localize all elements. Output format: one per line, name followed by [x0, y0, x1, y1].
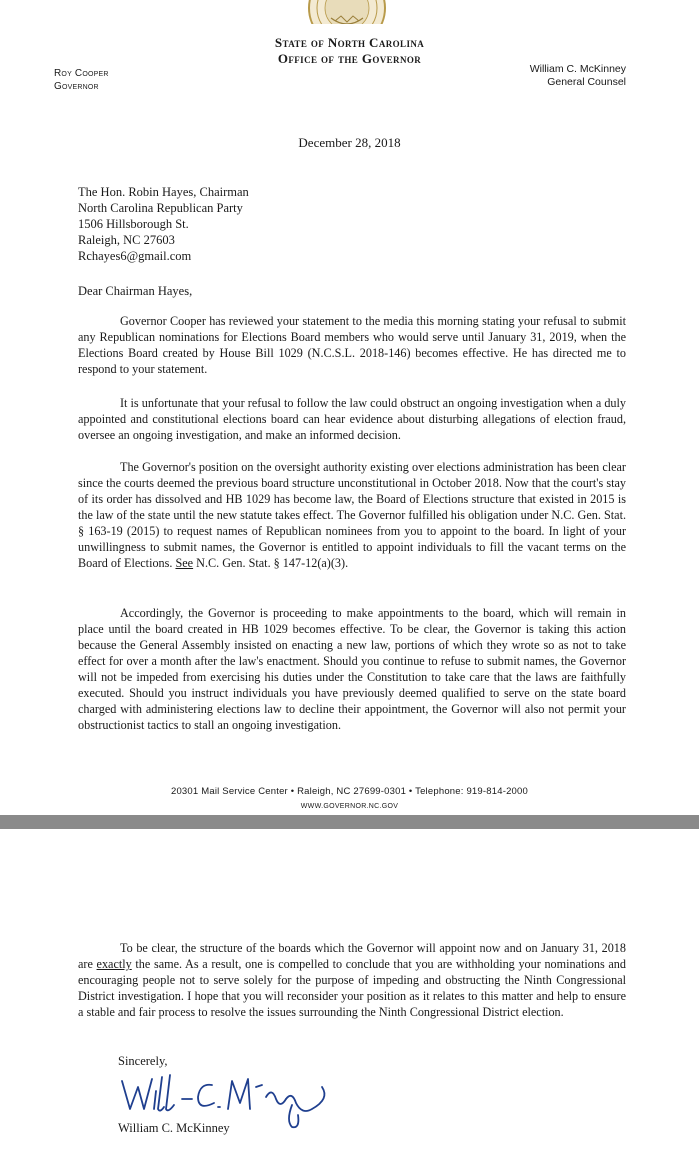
paragraph-4: Accordingly, the Governor is proceeding to make appointments to the board, which will remain in place until the board created in HB 1029 becomes effective. To be clear, the Governor is taking this action because the General Assembly insisted on enacting a new law, portions of which they wrote so as not to take effect for over a month after the law's enactment. Should you continue to refuse to submit names, the Governor will not be impeded from exercising his duties under the Constitution to take care that the laws are faithfully executed. Should you instruct individuals you have previously deemed qualified to serve on the state board charged with administering elections law to decline their appointment, the Governor will also not permit your obstructionist tactics to stall an ongoing investigation.: [78, 606, 626, 732]
paragraph-3: [78, 459, 626, 571]
governor-block: [54, 67, 109, 93]
address-line: The Hon. Robin Hayes, Chairman: [78, 185, 249, 199]
recipient-email: Rchayes6@gmail.com: [78, 249, 192, 263]
page-divider: [0, 815, 699, 829]
emphasis-exactly: exactly: [96, 957, 132, 971]
signer-name: William C. McKinney: [118, 1121, 230, 1135]
paragraph-3-text: The Governor's position on the oversight authority existing over elections administration has been clear since the courts deemed the previous board structure unconstitutional in October 2018. Now that the court's stay of its order has dissolved and HB 1029 has become law, the Board of Elections structure that existed in 2015 is the law of the state until the new statute takes effect. The Governor fulfilled his obligation under N.C. Gen. Stat. § 163-19 (2015) to request names of Republican nominees from you to appoint to the board. In light of your unwillingness to submit names, the Governor is entitled to appoint individuals to fill the vacant terms on the Board of Elections.: [78, 460, 626, 570]
paragraph-2: It is unfortunate that your refusal to follow the law could obstruct an ongoing investigation when a duly appointed and constitutional elections board can hear evidence about disturbing allegations of election fraud, oversee an ongoing investigation, and make an informed decision.: [78, 396, 626, 442]
address-line: 1506 Hillsborough St.: [78, 217, 189, 231]
handwritten-signature: [116, 1069, 336, 1129]
address-line: Raleigh, NC 27603: [78, 233, 175, 247]
governor-name: Roy Cooper: [54, 68, 109, 79]
counsel-title: General Counsel: [547, 76, 626, 88]
office-name: Office of the Governor: [277, 51, 422, 66]
state-name: State of North Carolina: [274, 35, 425, 50]
recipient-address: [78, 184, 249, 264]
paragraph-5-text: To be clear, the structure of the boards which the Governor will appoint now and on January 31, 2018 are: [78, 941, 626, 971]
counsel-name: William C. McKinney: [529, 63, 626, 75]
governor-seal-icon: [305, 0, 389, 24]
see-citation-signal: See: [175, 556, 194, 570]
governor-title: Governor: [54, 81, 99, 92]
paragraph-5: [78, 940, 626, 1020]
address-line: North Carolina Republican Party: [78, 201, 243, 215]
paragraph-1: Governor Cooper has reviewed your statement to the media this morning stating your refusal to submit any Republican nominations for Elections Board members who would serve until January 31, 2019, when the Elections Board created by House Bill 1029 (N.C.S.L. 2018-146) becomes effective. He has directed me to respond to your statement.: [78, 314, 626, 376]
letter-date: December 28, 2018: [298, 135, 401, 150]
closing-sincerely: Sincerely,: [118, 1054, 168, 1068]
footer-address: 20301 Mail Service Center • Raleigh, NC 27699-0301 • Telephone: 919-814-2000: [170, 786, 529, 797]
counsel-block: [530, 63, 626, 89]
footer-website: WWW.GOVERNOR.NC.GOV: [300, 803, 399, 810]
paragraph-5-rest: the same. As a result, one is compelled to conclude that you are withholding your nominations and encouraging people not to serve solely for the purpose of impeding and obstructing the Ninth Congressional District investigation. I hope that you will reconsider your position as it relates to this matter and help to ensure a stable and fair process to resolve the issues surrounding the Ninth Congressional District election.: [78, 957, 626, 1019]
salutation: Dear Chairman Hayes,: [78, 284, 193, 298]
paragraph-3-citation: N.C. Gen. Stat. § 147-12(a)(3).: [193, 556, 349, 570]
